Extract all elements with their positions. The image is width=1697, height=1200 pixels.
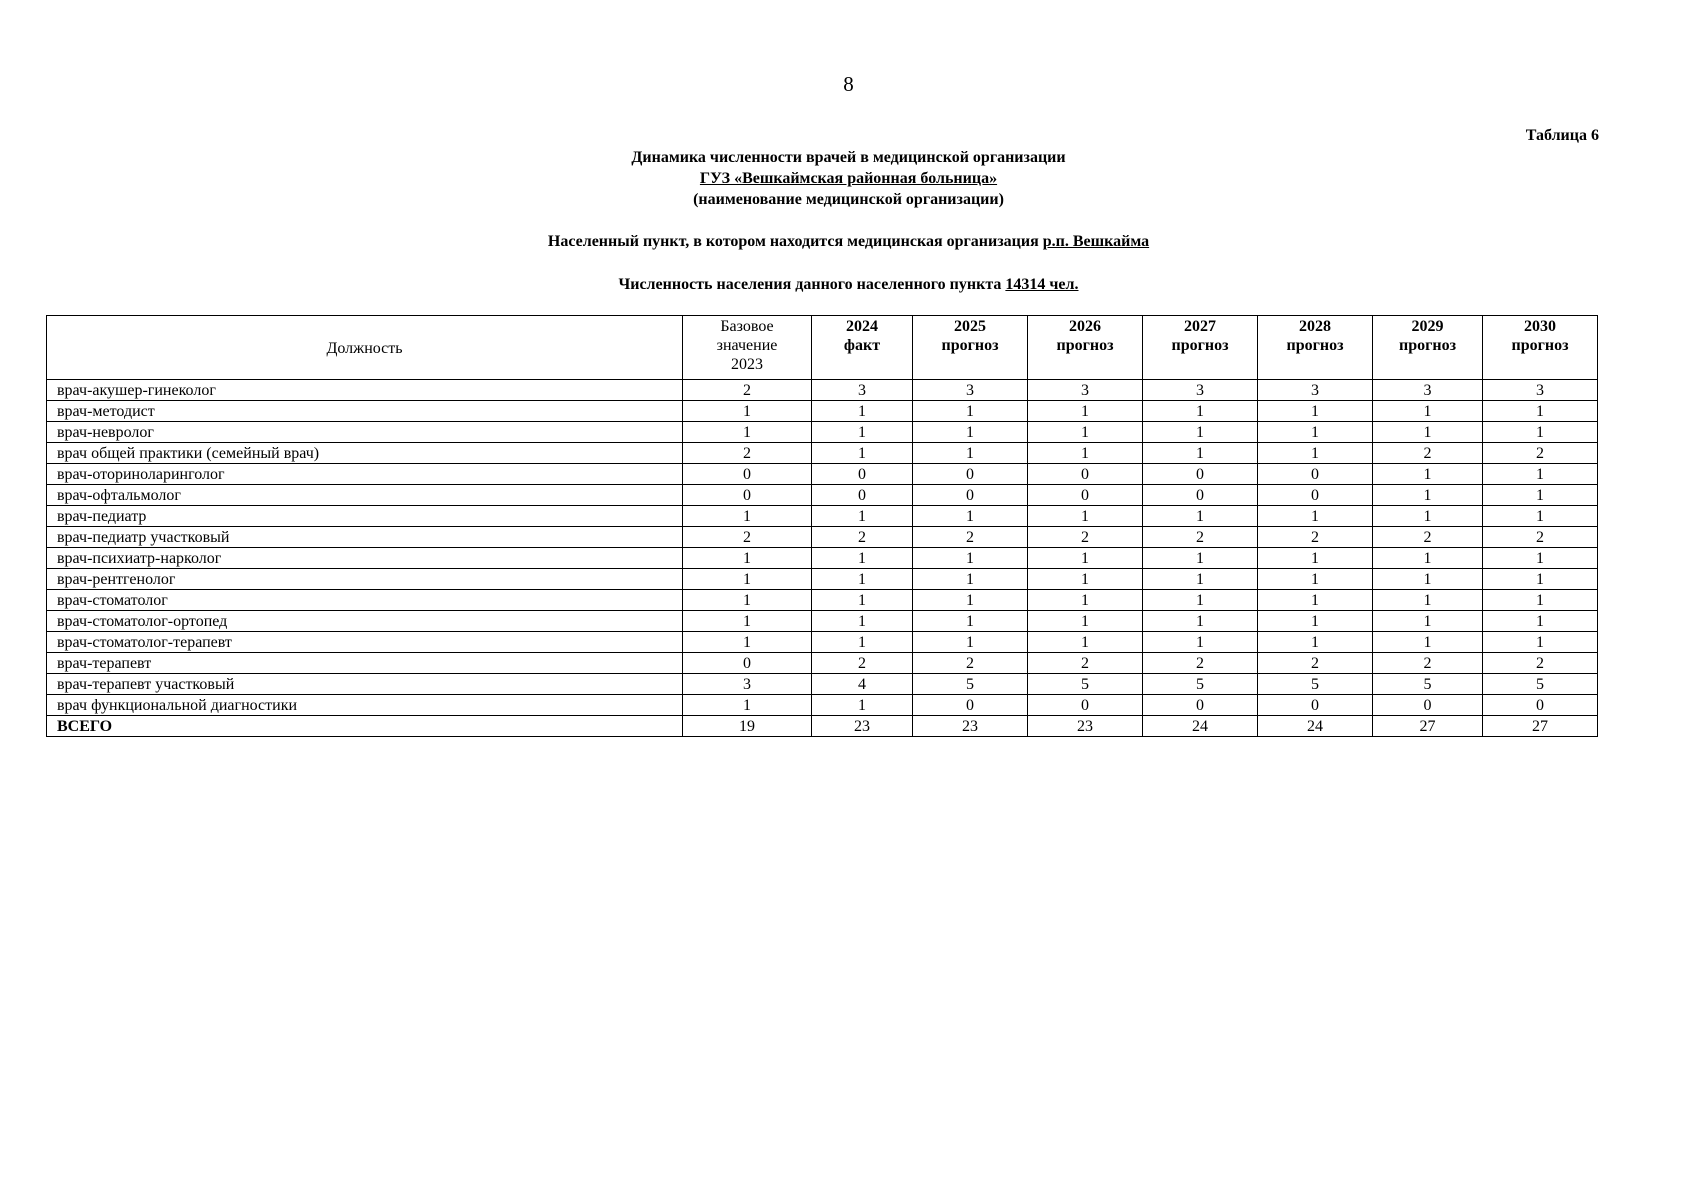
value-cell: 0 bbox=[1028, 485, 1143, 506]
value-cell: 0 bbox=[913, 485, 1028, 506]
total-cell: 24 bbox=[1143, 716, 1258, 737]
value-cell: 1 bbox=[683, 506, 812, 527]
org-name: ГУЗ «Вешкаймская районная больница» bbox=[699, 170, 998, 187]
position-name: врач-стоматолог-ортопед bbox=[47, 611, 683, 632]
value-cell: 1 bbox=[913, 569, 1028, 590]
header-kind: прогноз bbox=[941, 337, 999, 354]
header-year-2029 bbox=[1373, 316, 1483, 380]
value-cell: 1 bbox=[1028, 569, 1143, 590]
table-label: Таблица 6 bbox=[1525, 127, 1599, 144]
value-cell: 0 bbox=[913, 695, 1028, 716]
table-header-row bbox=[47, 316, 1598, 380]
value-cell: 1 bbox=[1143, 548, 1258, 569]
value-cell: 0 bbox=[812, 464, 913, 485]
value-cell: 1 bbox=[1373, 401, 1483, 422]
value-cell: 0 bbox=[1258, 485, 1373, 506]
value-cell: 0 bbox=[913, 464, 1028, 485]
value-cell: 1 bbox=[1483, 485, 1598, 506]
value-cell: 3 bbox=[1028, 380, 1143, 401]
value-cell: 1 bbox=[683, 569, 812, 590]
value-cell: 1 bbox=[913, 401, 1028, 422]
header-base-line3: 2023 bbox=[731, 356, 763, 373]
value-cell: 1 bbox=[1373, 611, 1483, 632]
table-row bbox=[47, 464, 1598, 485]
header-year: 2030 bbox=[1524, 318, 1556, 335]
total-row bbox=[47, 716, 1598, 737]
value-cell: 0 bbox=[1143, 485, 1258, 506]
value-cell: 1 bbox=[1373, 464, 1483, 485]
value-cell: 2 bbox=[1143, 653, 1258, 674]
value-cell: 1 bbox=[1373, 548, 1483, 569]
value-cell: 1 bbox=[683, 611, 812, 632]
value-cell: 1 bbox=[683, 632, 812, 653]
value-cell: 0 bbox=[1483, 695, 1598, 716]
value-cell: 1 bbox=[1028, 590, 1143, 611]
value-cell: 1 bbox=[683, 590, 812, 611]
value-cell: 2 bbox=[1373, 527, 1483, 548]
value-cell: 1 bbox=[1143, 590, 1258, 611]
header-position: Должность bbox=[47, 316, 683, 380]
value-cell: 2 bbox=[1373, 443, 1483, 464]
header-kind: прогноз bbox=[1398, 337, 1457, 354]
value-cell: 1 bbox=[1143, 422, 1258, 443]
table-row bbox=[47, 695, 1598, 716]
value-cell: 0 bbox=[1028, 464, 1143, 485]
document-title: Динамика численности врачей в медицинской организации bbox=[631, 149, 1066, 166]
value-cell: 0 bbox=[683, 464, 812, 485]
value-cell: 1 bbox=[1143, 632, 1258, 653]
value-cell: 2 bbox=[1258, 653, 1373, 674]
value-cell: 1 bbox=[1143, 569, 1258, 590]
table-row bbox=[47, 485, 1598, 506]
value-cell: 1 bbox=[1028, 443, 1143, 464]
total-cell: 19 bbox=[683, 716, 812, 737]
value-cell: 2 bbox=[913, 527, 1028, 548]
value-cell: 1 bbox=[812, 590, 913, 611]
table-row bbox=[47, 548, 1598, 569]
position-name: врач-стоматолог bbox=[47, 590, 683, 611]
value-cell: 1 bbox=[1028, 506, 1143, 527]
population-value: 14314 чел. bbox=[1005, 276, 1079, 293]
table-row bbox=[47, 674, 1598, 695]
position-name: врач-рентгенолог bbox=[47, 569, 683, 590]
page-number: 8 bbox=[843, 72, 854, 96]
total-label: ВСЕГО bbox=[47, 716, 683, 737]
value-cell: 2 bbox=[1483, 653, 1598, 674]
value-cell: 1 bbox=[1258, 422, 1373, 443]
table-row bbox=[47, 401, 1598, 422]
header-year-2028 bbox=[1258, 316, 1373, 380]
value-cell: 1 bbox=[1483, 422, 1598, 443]
value-cell: 0 bbox=[1373, 695, 1483, 716]
locality-value: р.п. Вешкайма bbox=[1042, 233, 1150, 250]
table-row bbox=[47, 506, 1598, 527]
header-base-line2: значение bbox=[716, 337, 778, 354]
table-row bbox=[47, 422, 1598, 443]
total-cell: 27 bbox=[1373, 716, 1483, 737]
value-cell: 5 bbox=[1483, 674, 1598, 695]
value-cell: 1 bbox=[812, 695, 913, 716]
value-cell: 3 bbox=[1258, 380, 1373, 401]
value-cell: 1 bbox=[913, 611, 1028, 632]
value-cell: 1 bbox=[812, 569, 913, 590]
header-year-2030 bbox=[1483, 316, 1598, 380]
staffing-table bbox=[46, 315, 1598, 737]
value-cell: 5 bbox=[1258, 674, 1373, 695]
value-cell: 1 bbox=[1373, 569, 1483, 590]
value-cell: 1 bbox=[1373, 422, 1483, 443]
value-cell: 1 bbox=[913, 506, 1028, 527]
table-body bbox=[47, 380, 1598, 737]
population-line bbox=[0, 276, 1697, 294]
value-cell: 3 bbox=[683, 674, 812, 695]
position-name: врач-офтальмолог bbox=[47, 485, 683, 506]
value-cell: 1 bbox=[1028, 401, 1143, 422]
total-cell: 24 bbox=[1258, 716, 1373, 737]
value-cell: 5 bbox=[1373, 674, 1483, 695]
value-cell: 0 bbox=[1143, 695, 1258, 716]
value-cell: 3 bbox=[1483, 380, 1598, 401]
total-cell: 23 bbox=[1028, 716, 1143, 737]
value-cell: 1 bbox=[812, 506, 913, 527]
table-row bbox=[47, 569, 1598, 590]
value-cell: 1 bbox=[1373, 506, 1483, 527]
value-cell: 1 bbox=[1258, 590, 1373, 611]
header-base-line1: Базовое bbox=[720, 318, 774, 335]
value-cell: 2 bbox=[1143, 527, 1258, 548]
header-year-2024 bbox=[812, 316, 913, 380]
header-year-2025 bbox=[913, 316, 1028, 380]
value-cell: 1 bbox=[1258, 401, 1373, 422]
header-year-2026 bbox=[1028, 316, 1143, 380]
header-year: 2027 bbox=[1184, 318, 1216, 335]
value-cell: 2 bbox=[1028, 653, 1143, 674]
value-cell: 3 bbox=[913, 380, 1028, 401]
value-cell: 1 bbox=[1028, 611, 1143, 632]
position-name: врач функциональной диагностики bbox=[47, 695, 683, 716]
locality-line bbox=[0, 233, 1697, 251]
value-cell: 1 bbox=[913, 422, 1028, 443]
value-cell: 1 bbox=[1143, 611, 1258, 632]
total-cell: 27 bbox=[1483, 716, 1598, 737]
value-cell: 1 bbox=[1143, 401, 1258, 422]
value-cell: 5 bbox=[1028, 674, 1143, 695]
header-year: 2029 bbox=[1411, 318, 1444, 335]
value-cell: 1 bbox=[683, 695, 812, 716]
value-cell: 1 bbox=[1258, 506, 1373, 527]
value-cell: 1 bbox=[683, 401, 812, 422]
value-cell: 0 bbox=[812, 485, 913, 506]
header-year: 2026 bbox=[1069, 318, 1101, 335]
value-cell: 0 bbox=[1258, 695, 1373, 716]
position-name: врач-акушер-гинеколог bbox=[47, 380, 683, 401]
position-name: врач-невролог bbox=[47, 422, 683, 443]
value-cell: 2 bbox=[683, 527, 812, 548]
value-cell: 1 bbox=[1373, 485, 1483, 506]
value-cell: 1 bbox=[1483, 569, 1598, 590]
header-year-2027 bbox=[1143, 316, 1258, 380]
value-cell: 1 bbox=[1028, 548, 1143, 569]
value-cell: 3 bbox=[1373, 380, 1483, 401]
position-name: врач-педиатр участковый bbox=[47, 527, 683, 548]
value-cell: 2 bbox=[683, 443, 812, 464]
value-cell: 1 bbox=[1483, 590, 1598, 611]
value-cell: 1 bbox=[913, 443, 1028, 464]
value-cell: 2 bbox=[1483, 527, 1598, 548]
position-name: врач-психиатр-нарколог bbox=[47, 548, 683, 569]
header-kind: прогноз bbox=[1171, 337, 1229, 354]
value-cell: 1 bbox=[913, 590, 1028, 611]
value-cell: 0 bbox=[1143, 464, 1258, 485]
header-year: 2025 bbox=[954, 318, 986, 335]
table-row bbox=[47, 527, 1598, 548]
table-row bbox=[47, 611, 1598, 632]
position-name: врач общей практики (семейный врач) bbox=[47, 443, 683, 464]
org-name-line bbox=[0, 170, 1697, 188]
value-cell: 1 bbox=[1258, 569, 1373, 590]
value-cell: 5 bbox=[1143, 674, 1258, 695]
header-year: 2028 bbox=[1299, 318, 1331, 335]
value-cell: 1 bbox=[1143, 506, 1258, 527]
value-cell: 0 bbox=[683, 653, 812, 674]
header-kind: факт bbox=[843, 337, 881, 354]
value-cell: 1 bbox=[812, 632, 913, 653]
position-name: врач-оториноларинголог bbox=[47, 464, 683, 485]
value-cell: 2 bbox=[683, 380, 812, 401]
value-cell: 2 bbox=[812, 653, 913, 674]
value-cell: 3 bbox=[812, 380, 913, 401]
header-kind: прогноз bbox=[1056, 337, 1114, 354]
value-cell: 1 bbox=[1258, 548, 1373, 569]
value-cell: 2 bbox=[812, 527, 913, 548]
value-cell: 1 bbox=[1028, 632, 1143, 653]
value-cell: 4 bbox=[812, 674, 913, 695]
value-cell: 0 bbox=[1028, 695, 1143, 716]
org-caption: (наименование медицинской организации) bbox=[693, 191, 1004, 208]
value-cell: 1 bbox=[1483, 632, 1598, 653]
value-cell: 1 bbox=[812, 548, 913, 569]
position-name: врач-методист bbox=[47, 401, 683, 422]
value-cell: 1 bbox=[812, 611, 913, 632]
value-cell: 1 bbox=[1373, 632, 1483, 653]
total-cell: 23 bbox=[812, 716, 913, 737]
table-row bbox=[47, 590, 1598, 611]
table-row bbox=[47, 632, 1598, 653]
value-cell: 2 bbox=[1258, 527, 1373, 548]
header-kind: прогноз bbox=[1511, 337, 1569, 354]
value-cell: 1 bbox=[812, 401, 913, 422]
value-cell: 5 bbox=[913, 674, 1028, 695]
value-cell: 1 bbox=[1028, 422, 1143, 443]
value-cell: 2 bbox=[1373, 653, 1483, 674]
header-kind: прогноз bbox=[1286, 337, 1344, 354]
value-cell: 2 bbox=[1028, 527, 1143, 548]
value-cell: 1 bbox=[812, 443, 913, 464]
locality-label: Населенный пункт, в котором находится медицинская организация bbox=[547, 233, 1039, 250]
value-cell: 1 bbox=[1483, 548, 1598, 569]
header-year: 2024 bbox=[846, 318, 878, 335]
value-cell: 1 bbox=[1258, 443, 1373, 464]
value-cell: 1 bbox=[1258, 611, 1373, 632]
value-cell: 1 bbox=[913, 632, 1028, 653]
position-name: врач-педиатр bbox=[47, 506, 683, 527]
value-cell: 3 bbox=[1143, 380, 1258, 401]
value-cell: 0 bbox=[683, 485, 812, 506]
position-name: врач-стоматолог-терапевт bbox=[47, 632, 683, 653]
table-row bbox=[47, 653, 1598, 674]
value-cell: 1 bbox=[1258, 632, 1373, 653]
header-base bbox=[683, 316, 812, 380]
value-cell: 1 bbox=[1483, 506, 1598, 527]
total-cell: 23 bbox=[913, 716, 1028, 737]
value-cell: 1 bbox=[683, 422, 812, 443]
table-row bbox=[47, 443, 1598, 464]
value-cell: 1 bbox=[812, 422, 913, 443]
position-name: врач-терапевт участковый bbox=[47, 674, 683, 695]
value-cell: 1 bbox=[1483, 464, 1598, 485]
value-cell: 1 bbox=[683, 548, 812, 569]
value-cell: 2 bbox=[1483, 443, 1598, 464]
value-cell: 0 bbox=[1258, 464, 1373, 485]
table-row bbox=[47, 380, 1598, 401]
value-cell: 1 bbox=[1483, 401, 1598, 422]
value-cell: 1 bbox=[1143, 443, 1258, 464]
value-cell: 1 bbox=[1373, 590, 1483, 611]
value-cell: 2 bbox=[913, 653, 1028, 674]
value-cell: 1 bbox=[913, 548, 1028, 569]
value-cell: 1 bbox=[1483, 611, 1598, 632]
position-name: врач-терапевт bbox=[47, 653, 683, 674]
population-label: Численность населения данного населенного пункта bbox=[618, 276, 1002, 293]
